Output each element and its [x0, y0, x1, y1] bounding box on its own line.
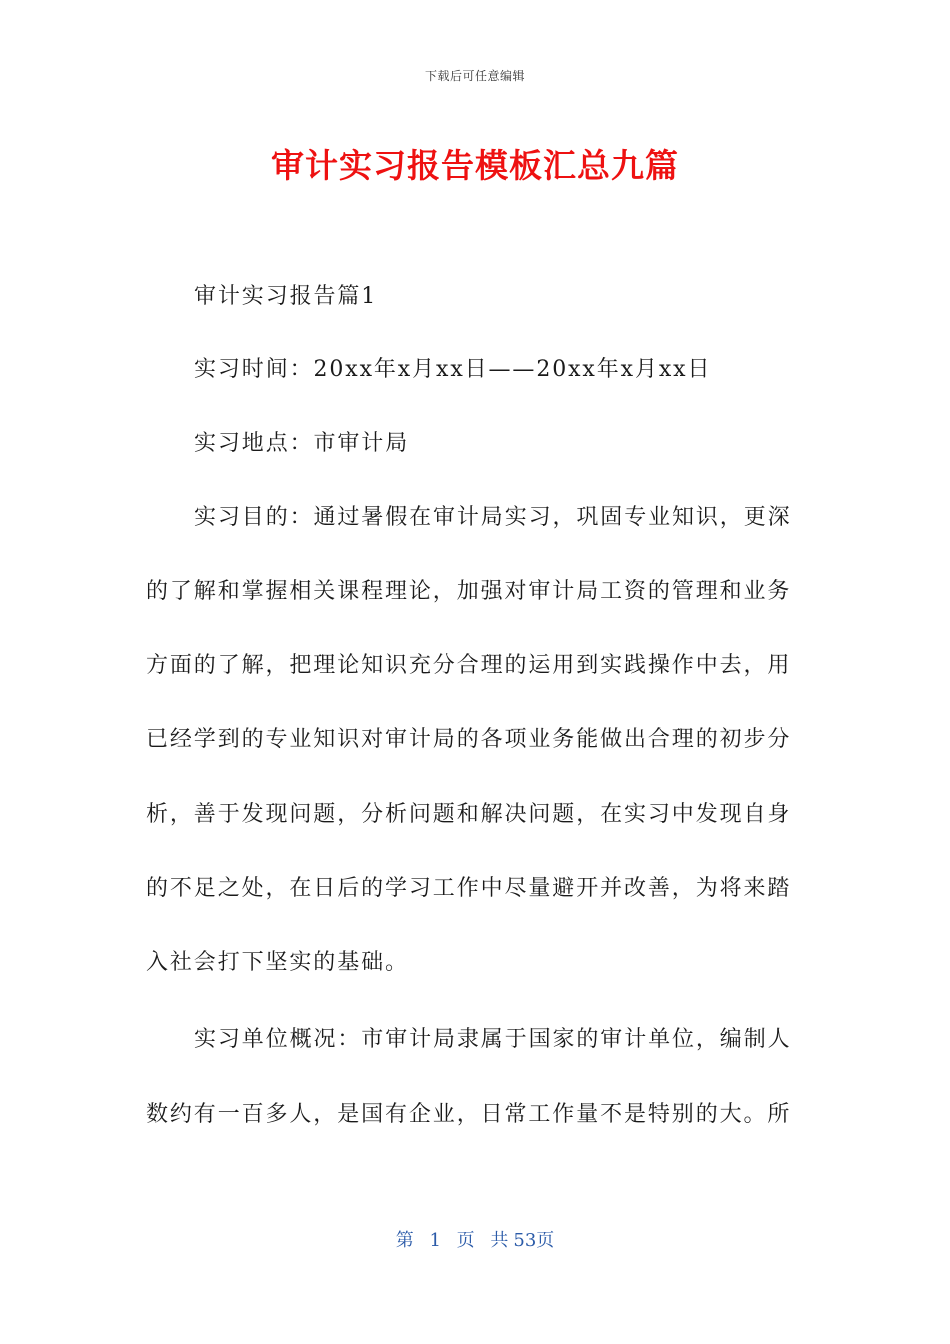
paragraph-line: 析，善于发现问题，分析问题和解决问题，在实习中发现自身 — [146, 802, 792, 827]
paragraph-line: 实习单位概况：市审计局隶属于国家的审计单位，编制人 — [194, 1027, 792, 1052]
paragraph-line: 的了解和掌握相关课程理论，加强对审计局工资的管理和业务 — [146, 579, 792, 604]
page-number: 1 — [429, 1230, 441, 1251]
header-note: 下载后可任意编辑 — [424, 69, 525, 83]
total-pages: 53页 — [513, 1230, 555, 1251]
paragraph-line: 数约有一百多人，是国有企业，日常工作量不是特别的大。所 — [146, 1102, 792, 1127]
page-label-prefix: 第 — [395, 1230, 414, 1251]
paragraph-line: 已经学到的专业知识对审计局的各项业务能做出合理的初步分 — [146, 727, 792, 752]
total-label: 共 — [490, 1230, 509, 1251]
paragraph-line: 的不足之处，在日后的学习工作中尽量避开并改善，为将来踏 — [146, 876, 792, 901]
paragraph-line: 方面的了解，把理论知识充分合理的运用到实践操作中去，用 — [146, 653, 792, 678]
document-title: 审计实习报告模板汇总九篇 — [271, 146, 679, 185]
paragraph-line: 入社会打下坚实的基础。 — [146, 950, 409, 975]
paragraph-line: 实习地点：市审计局 — [194, 431, 410, 456]
page-footer — [0, 1226, 950, 1252]
paragraph-line: 实习时间：20xx年x月xx日——20xx年x月xx日 — [194, 357, 712, 382]
section-heading: 审计实习报告篇1 — [194, 284, 378, 309]
page-label-mid: 页 — [456, 1230, 475, 1251]
paragraph-line: 实习目的：通过暑假在审计局实习，巩固专业知识，更深 — [194, 505, 792, 530]
